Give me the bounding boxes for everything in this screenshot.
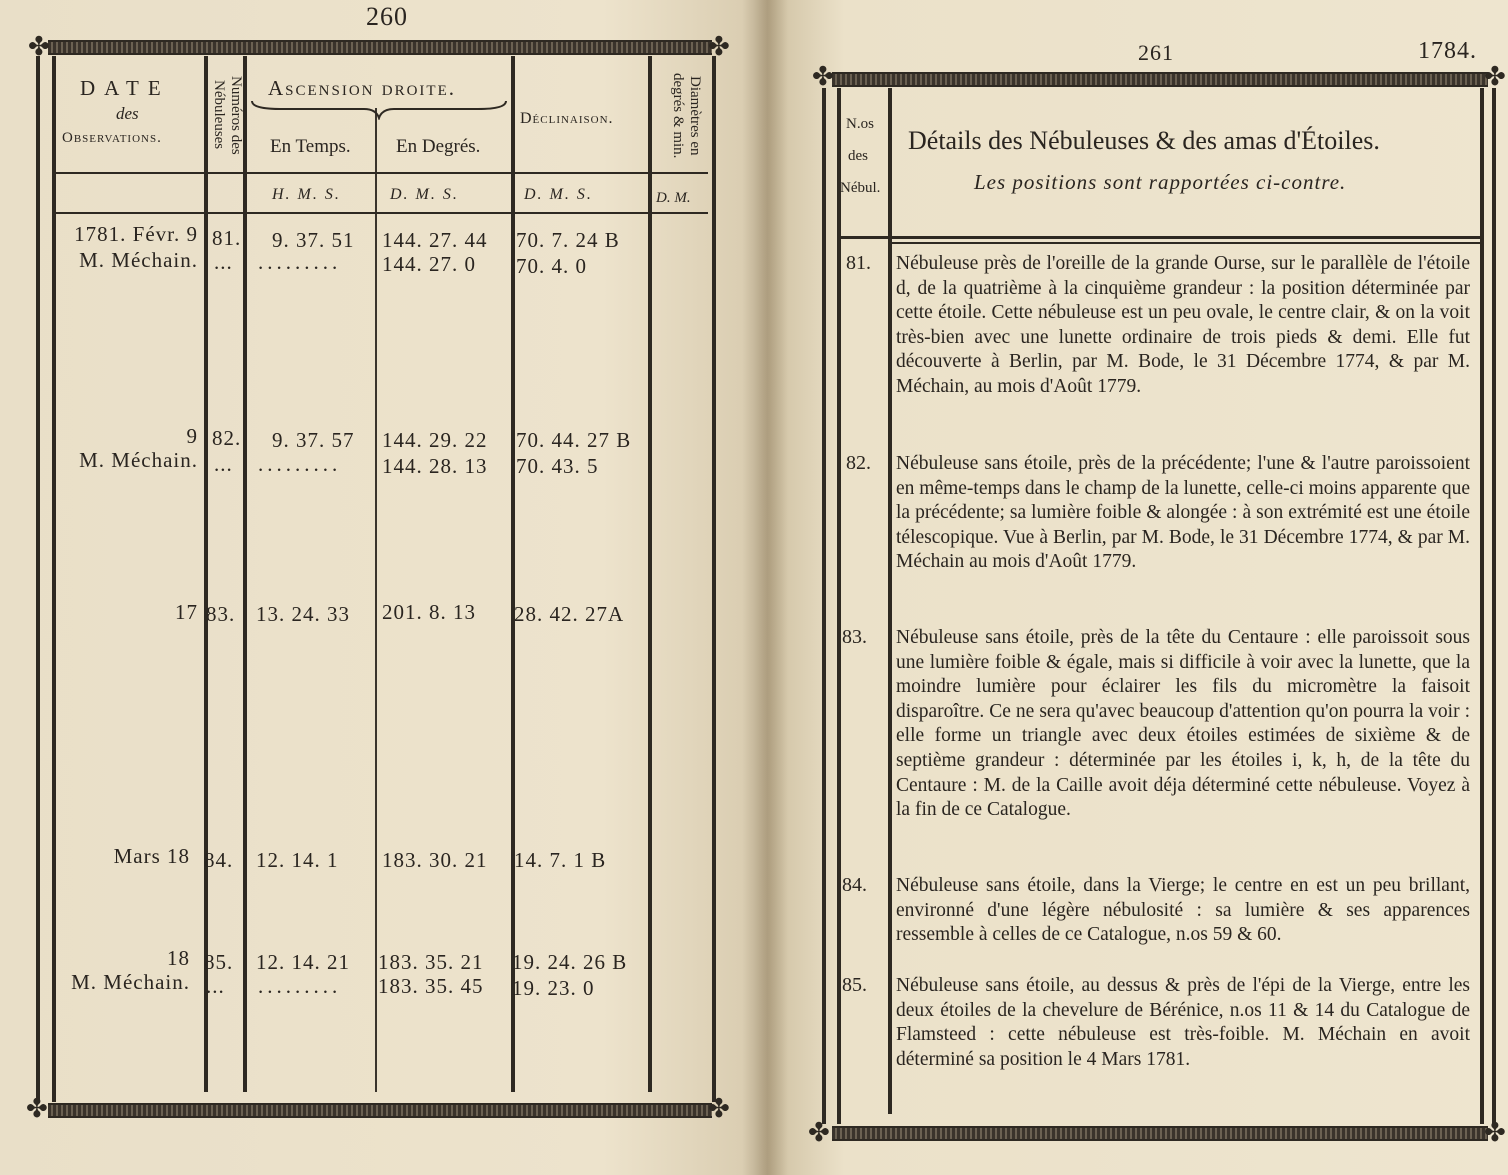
entry-number: 84. — [842, 874, 867, 896]
page-title: Détails des Nébuleuses & des amas d'Étoiles. — [908, 126, 1380, 155]
cell-temps: 12. 14. 21 — [256, 950, 350, 974]
corner-ornament-icon: ✤ — [28, 32, 50, 61]
header-rule — [837, 236, 1484, 239]
cell-temps: 9. 37. 57 — [272, 428, 355, 452]
header-rule — [52, 212, 708, 214]
cell-decl: 70. 4. 0 — [516, 254, 587, 278]
unit-dms: D. M. S. — [524, 186, 593, 203]
cell-temps: ......... — [258, 452, 342, 476]
corner-ornament-icon: ✤ — [808, 1118, 830, 1147]
header-declinaison: Déclinaison. — [520, 110, 614, 127]
unit-dms: D. M. S. — [390, 186, 459, 203]
unit-dm: D. M. — [656, 190, 691, 206]
cell-decl: 19. 23. 0 — [512, 976, 595, 1000]
cell-decl: 70. 7. 24 B — [516, 228, 620, 252]
cell-num: ... — [206, 974, 225, 998]
header-date: DATE — [80, 76, 170, 100]
entry-text: Nébuleuse près de l'oreille de la grande Ourse, sur le parallèle de l'étoile d, de la quatrième à la cinquième grandeur : la position déterminée par cette étoile. Cette nébuleuse est un peu ovale, le centre clair, & on la voit très-bien avec une lunette ordinaire de trois pieds & demi. Elle fut découverte à Berlin, par M. Bode, le 31 Décembre 1774, & par M. Méchain, au mois d'Août 1779. — [896, 253, 1470, 397]
cell-num: ... — [214, 452, 233, 476]
header-observations: Observations. — [62, 130, 162, 146]
gutter-shadow — [742, 0, 788, 1175]
cell-date: 9 — [186, 424, 198, 448]
cell-degres: 183. 35. 45 — [378, 974, 484, 998]
cell-decl: 70. 43. 5 — [516, 454, 599, 478]
cell-date: M. Méchain. — [79, 448, 198, 472]
corner-ornament-icon: ✤ — [1484, 62, 1506, 91]
cell-num: 83. — [206, 602, 236, 626]
header-ascension: Ascension droite. — [268, 76, 457, 100]
header-nebul: Nébul. — [840, 180, 881, 196]
header-en-degres: En Degrés. — [396, 136, 481, 157]
cell-degres: 144. 27. 0 — [382, 252, 476, 276]
header-rule — [888, 242, 1484, 244]
header-des: des — [116, 104, 139, 123]
corner-ornament-icon: ✤ — [1484, 1118, 1506, 1147]
page-number-left: 260 — [366, 2, 408, 31]
page-number-right: 261 — [1138, 40, 1174, 65]
entry-text: Nébuleuse sans étoile, près de la précédente; l'une & l'autre paroissoient en même-temps dans le champ de la lunette, celle-ci moins apparente que la précédente; sa lumière foible & alongée : à son extrémité est une étoile télescopique. Vue à Berlin, par M. Bode, le 31 Décembre 1774, & par M. Méchain au mois d'Août 1779. — [896, 453, 1470, 573]
page-subtitle: Les positions sont rapportées ci-contre. — [974, 170, 1347, 194]
top-rule-right — [832, 72, 1488, 87]
cell-temps: 12. 14. 1 — [256, 848, 339, 872]
cell-temps: ......... — [258, 250, 342, 274]
cell-degres: 183. 30. 21 — [382, 848, 488, 872]
brace-icon — [250, 98, 508, 120]
column-rule — [837, 88, 841, 1124]
header-diametres: Diamètres en degrés & min. — [670, 73, 703, 159]
cell-date: 17 — [175, 600, 198, 624]
cell-decl: 28. 42. 27A — [514, 602, 625, 626]
entry-text: Nébuleuse sans étoile, dans la Vierge; le centre en est un peu brillant, environné d'une légère nébulosité : sa lumière & ses apparences ressemble à celles de ce Catalogue, n.os 59 & 60. — [896, 875, 1470, 946]
cell-num: 81. — [212, 226, 242, 250]
cell-date: 1781. Févr. 9 — [74, 222, 198, 246]
cell-degres: 144. 29. 22 — [382, 428, 488, 452]
corner-ornament-icon: ✤ — [708, 32, 730, 61]
cell-num: 85. — [204, 950, 234, 974]
cell-temps: 13. 24. 33 — [256, 602, 350, 626]
cell-num: ... — [214, 250, 233, 274]
header-des: des — [848, 148, 868, 164]
unit-hms: H. M. S. — [272, 186, 341, 203]
header-numeros: Numéros des Nébuleuses — [211, 75, 244, 155]
entry-number: 81. — [846, 252, 871, 274]
cell-num: 82. — [212, 426, 242, 450]
cell-decl: 70. 44. 27 B — [516, 428, 632, 452]
cell-decl: 19. 24. 26 B — [512, 950, 628, 974]
corner-ornament-icon: ✤ — [812, 62, 834, 91]
bottom-rule-left — [48, 1103, 712, 1118]
column-rule — [375, 108, 377, 1092]
cell-degres: 144. 28. 13 — [382, 454, 488, 478]
cell-degres: 144. 27. 44 — [382, 228, 488, 252]
cell-num: 84. — [204, 848, 234, 872]
cell-date: Mars 18 — [113, 844, 190, 868]
cell-date: 18 — [167, 946, 190, 970]
cell-decl: 14. 7. 1 B — [514, 848, 607, 872]
corner-ornament-icon: ✤ — [708, 1094, 730, 1123]
cell-degres: 201. 8. 13 — [382, 600, 476, 624]
top-rule-left — [48, 40, 712, 55]
bottom-rule-right — [832, 1126, 1488, 1141]
cell-date: M. Méchain. — [71, 970, 190, 994]
cell-temps: 9. 37. 51 — [272, 228, 355, 252]
header-en-temps: En Temps. — [270, 136, 351, 157]
entry-text: Nébuleuse sans étoile, près de la tête du Centaure : elle paroissoit sous une lumière foible & égale, mais si difficile à voir avec la lunette, que la moindre lumière pour éclairer les fils du micromètre la faisoit disparoître. Ce ne sera qu'avec beaucoup d'attention qu'on pourra la voir : elle forme un triangle avec deux étoiles estimées de sixième & de septième grandeur : déterminée par les étoiles i, k, h, de la tête du Centaure : M. de la Caille avoit déja déterminé cette nébuleuse. Voyez à la fin de ce Catalogue. — [896, 627, 1470, 821]
entry-number: 83. — [842, 626, 867, 648]
cell-degres: 183. 35. 21 — [378, 950, 484, 974]
header-rule — [52, 172, 708, 174]
entry-text: Nébuleuse sans étoile, au dessus & près de l'épi de la Vierge, entre les deux étoiles de la chevelure de Bérénice, n.os 11 & 14 du Catalogue de Flamsteed : cette nébuleuse est très-foible. M. Méchain en avoit déterminé sa position le 4 Mars 1781. — [896, 975, 1470, 1070]
page-year: 1784. — [1418, 38, 1477, 64]
cell-date: M. Méchain. — [79, 248, 198, 272]
corner-ornament-icon: ✤ — [26, 1094, 48, 1123]
entry-number: 85. — [842, 974, 867, 996]
cell-temps: ......... — [258, 974, 342, 998]
header-nos: N.os — [846, 116, 874, 132]
entry-number: 82. — [846, 452, 871, 474]
